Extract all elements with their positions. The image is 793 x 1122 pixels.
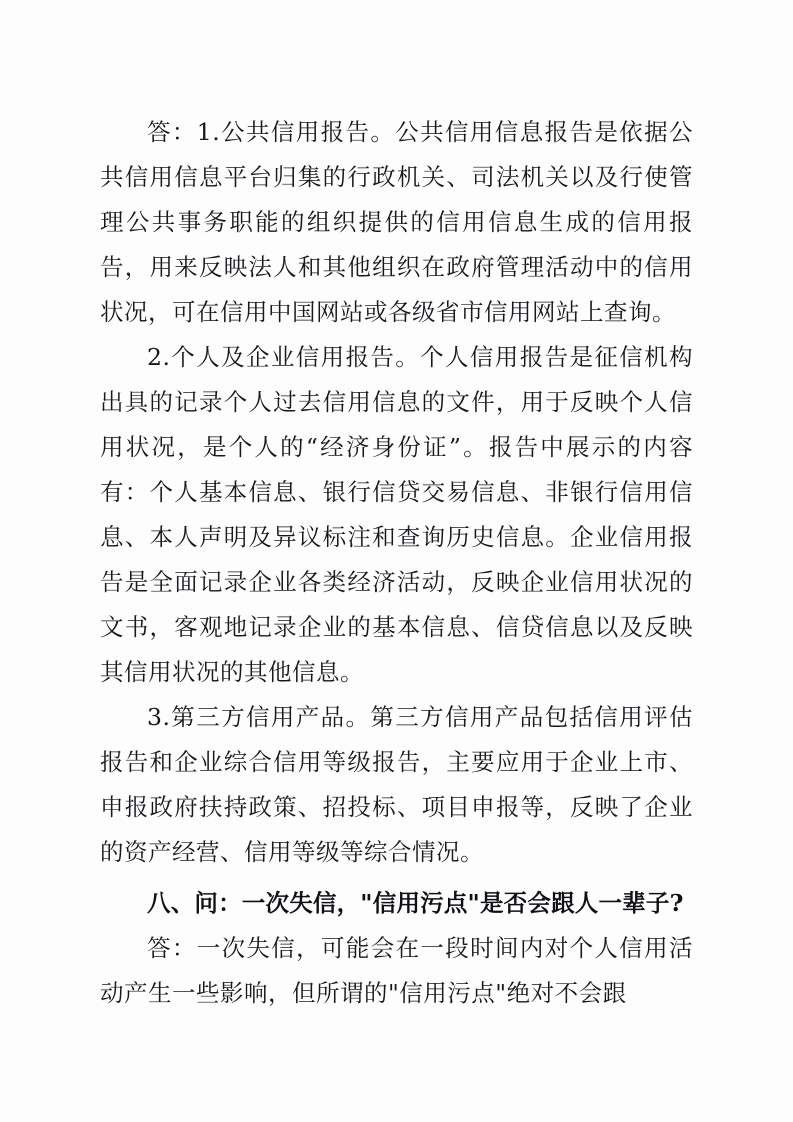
heading-question-eight: 八、问：一次失信，"信用污点"是否会跟人一辈子?: [147, 889, 684, 917]
paragraph-personal-enterprise-credit-report: 2.个人及企业信用报告。个人信用报告是征信机构出具的记录个人过去信用信息的文件，用于反映个人信用状况，是个人的“经济身份证”。报告中展示的内容有：个人基本信息、银行信贷交易信息、非银行信用信息、本人声明及异议标注和查询历史信息。企业信用报告是全面记录企业各类经济活动，反映企业信用状况的文书，客观地记录企业的基本信息、信贷信息以及反映其信用状况的其他信息。: [100, 343, 693, 686]
paragraph-answer-eight: 答：一次失信，可能会在一段时间内对个人信用活动产生一些影响，但所谓的"信用污点"绝对不会跟: [100, 934, 693, 1007]
paragraph-public-credit-report: 答：1.公共信用报告。公共信用信息报告是依据公共信用信息平台归集的行政机关、司法机关以及行使管理公共事务职能的组织提供的信用信息生成的信用报告，用来反映法人和其他组织在政府管理活动中的信用状况，可在信用中国网站或各级省市信用网站上查询。: [100, 118, 693, 326]
paragraph-third-party-credit-products: 3.第三方信用产品。第三方信用产品包括信用评估报告和企业综合信用等级报告，主要应用于企业上市、申报政府扶持政策、招投标、项目申报等，反映了企业的资产经营、信用等级等综合情况。: [100, 703, 693, 866]
document-body: [100, 110, 693, 1016]
